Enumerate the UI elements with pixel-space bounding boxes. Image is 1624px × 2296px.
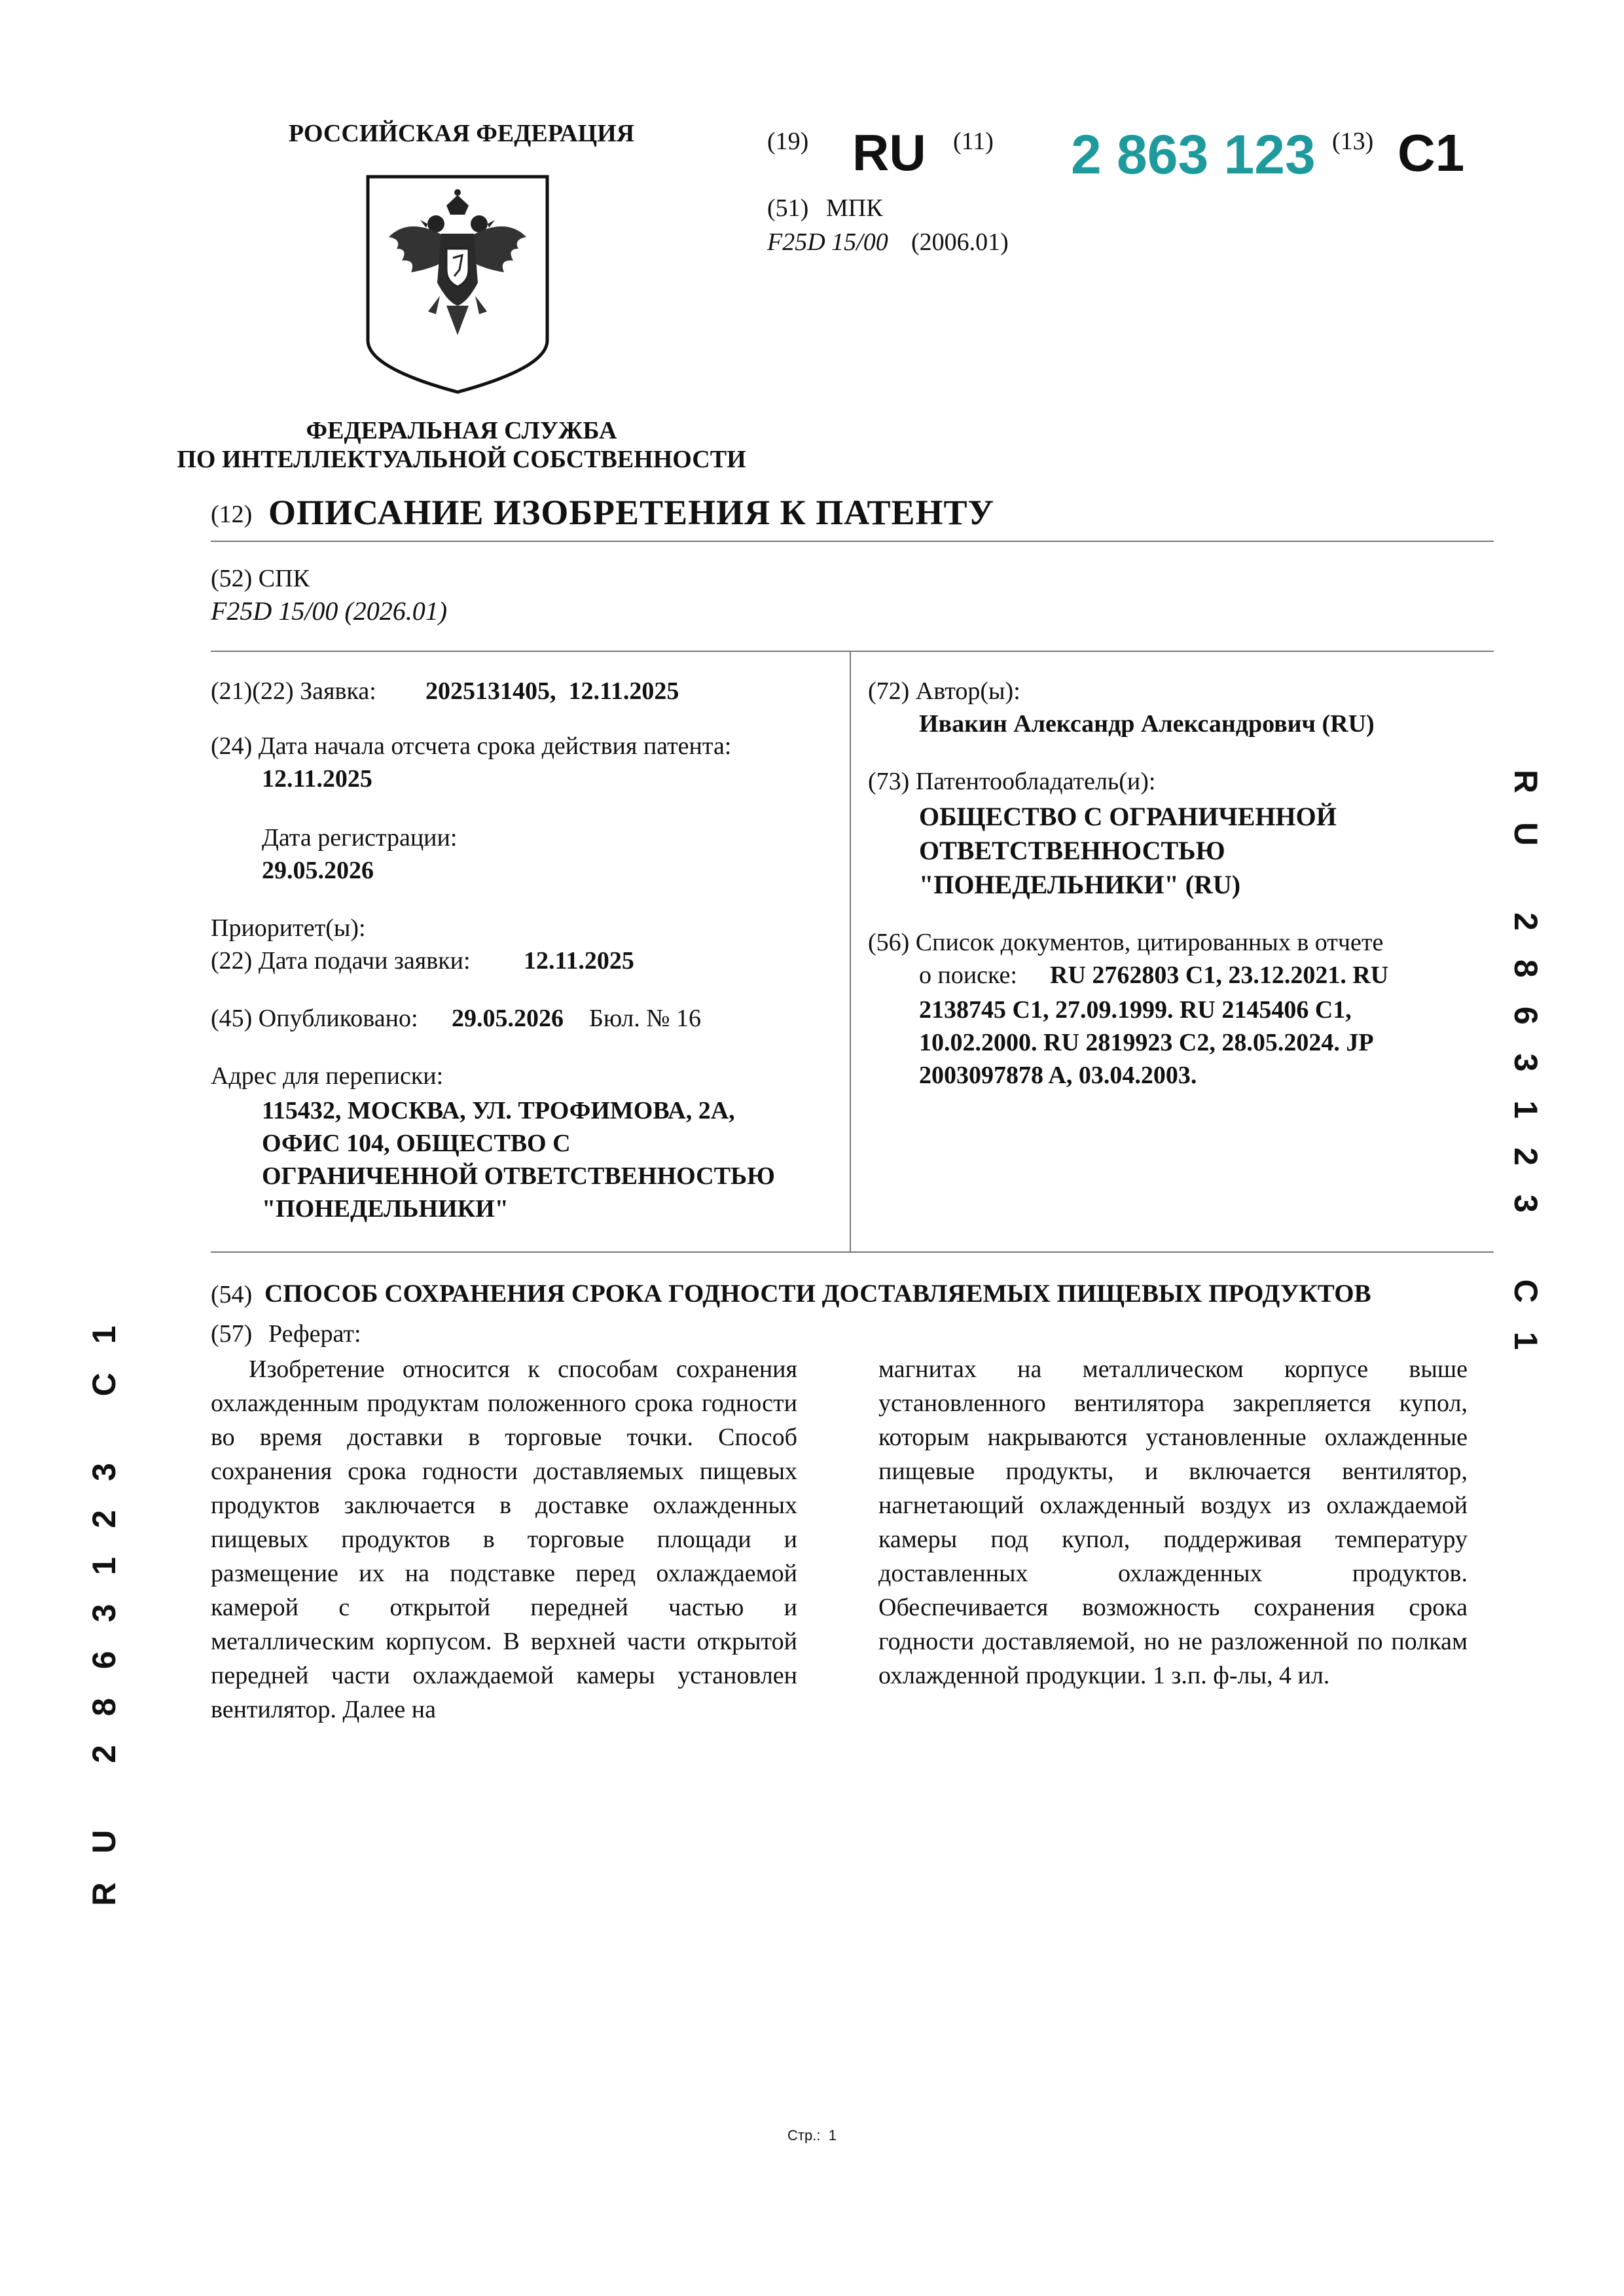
abstract-label: Реферат: (268, 1320, 361, 1348)
abstract-column-2: магнитах на металлическом корпусе выше установленного вентилятора закрепляется купол, которым накрываются установленные охлажденные пищевые продукты, и включается вентилятор, нагнетающий охлажденный воздух из охлаждаемой камеры под купол, поддерживая температуру доставленных охлажденных продуктов. Обеспечивается возможность сохранения срока годности доставляемой, но не разложенной по полкам охлажденной продукции. 1 з.п. ф-лы, 4 ил. (878, 1355, 1468, 1689)
kind-code: C1 (1398, 124, 1465, 182)
country-name: РОССИЙСКАЯ ФЕДЕРАЦИЯ (288, 120, 635, 147)
term-start-date: 12.11.2025 (262, 765, 372, 793)
divider (211, 1251, 1494, 1253)
references-list: 2138745 C1, 27.09.1999. RU 2145406 C1, 10.02.2000. RU 2819923 C2, 28.05.2024. JP 2003097878 A, 03.04.2003. (919, 996, 1374, 1089)
registration-date: 29.05.2026 (262, 857, 374, 884)
filing-date-label: (22) Дата подачи заявки: (211, 947, 471, 975)
inid-57: (57) (211, 1320, 253, 1348)
references-label: (56) Список документов, цитированных в отчете (868, 929, 1384, 956)
ipc-version: (2006.01) (911, 228, 1009, 256)
application-label: (21)(22) Заявка: (211, 677, 376, 705)
coat-of-arms-emblem (363, 171, 552, 397)
inid-11: (11) (953, 128, 994, 155)
side-publication-code-left: RU 2863123 C1 (86, 1297, 122, 1906)
divider (211, 651, 1494, 652)
country-code: RU (852, 124, 926, 181)
references-prefix: о поиске: (919, 961, 1017, 989)
author-name: Ивакин Александр Александрович (RU) (919, 710, 1375, 738)
published-label: (45) Опубликовано: (211, 1005, 418, 1032)
application-number: 2025131405, 12.11.2025 (425, 677, 679, 705)
document-title: ОПИСАНИЕ ИЗОБРЕТЕНИЯ К ПАТЕНТУ (268, 493, 995, 532)
ipc-class: F25D 15/00 (767, 228, 888, 256)
side-publication-code-right: RU 2863123 C1 (1507, 770, 1544, 1379)
references-line: RU 2762803 C1, 23.12.2021. RU (1050, 961, 1389, 989)
inid-13: (13) (1332, 128, 1374, 155)
agency-line-1: ФЕДЕРАЛЬНАЯ СЛУЖБА (306, 417, 617, 444)
address-label: Адрес для переписки: (211, 1062, 444, 1090)
holder-label: (73) Патентообладатель(и): (868, 768, 1156, 795)
page-number: Стр.: 1 (787, 2127, 837, 2144)
author-label: (72) Автор(ы): (868, 677, 1020, 705)
inid-12: (12) (211, 501, 253, 528)
term-start-label: (24) Дата начала отсчета срока действия патента: (211, 732, 732, 760)
patent-number: 2 863 123 (1071, 124, 1316, 185)
invention-title: СПОСОБ СОХРАНЕНИЯ СРОКА ГОДНОСТИ ДОСТАВЛЯЕМЫХ ПИЩЕВЫХ ПРОДУКТОВ (264, 1280, 1371, 1308)
inid-19: (19) (767, 128, 809, 155)
registration-label: Дата регистрации: (262, 824, 458, 852)
patent-holder: ОБЩЕСТВО С ОГРАНИЧЕННОЙ ОТВЕТСТВЕННОСТЬЮ "ПОНЕДЕЛЬНИКИ" (RU) (919, 802, 1337, 899)
cpc-label: (52) СПК (211, 565, 310, 592)
filing-date: 12.11.2025 (524, 947, 634, 975)
published-date: 29.05.2026 (452, 1005, 564, 1032)
cpc-class: F25D 15/00 (2026.01) (211, 596, 448, 626)
bulletin-number: Бюл. № 16 (589, 1005, 701, 1032)
agency-line-2: ПО ИНТЕЛЛЕКТУАЛЬНОЙ СОБСТВЕННОСТИ (177, 446, 746, 473)
priority-label: Приоритет(ы): (211, 914, 366, 942)
abstract-column-1: Изобретение относится к способам сохранения охлажденным продуктам положенного срока годности во время доставки в торговые точки. Способ сохранения срока годности доставляемых пищевых продуктов заключается в доставке охлажденных пищевых продуктов в торговые площади и размещение их на подставке перед охлаждаемой камерой с открытой передней частью и металлическим корпусом. В верхней части открытой передней части охлаждаемой камеры установлен вентилятор. Далее на (211, 1355, 797, 1723)
ipc-label: МПК (826, 194, 883, 222)
inid-51: (51) (767, 194, 809, 222)
column-divider (850, 652, 851, 1253)
divider (211, 541, 1494, 542)
correspondence-address: 115432, МОСКВА, УЛ. ТРОФИМОВА, 2А, ОФИС 104, ОБЩЕСТВО С ОГРАНИЧЕННОЙ ОТВЕТСТВЕННОСТЬЮ "ПОНЕДЕЛЬНИКИ" (262, 1097, 775, 1223)
inid-54: (54) (211, 1281, 253, 1308)
